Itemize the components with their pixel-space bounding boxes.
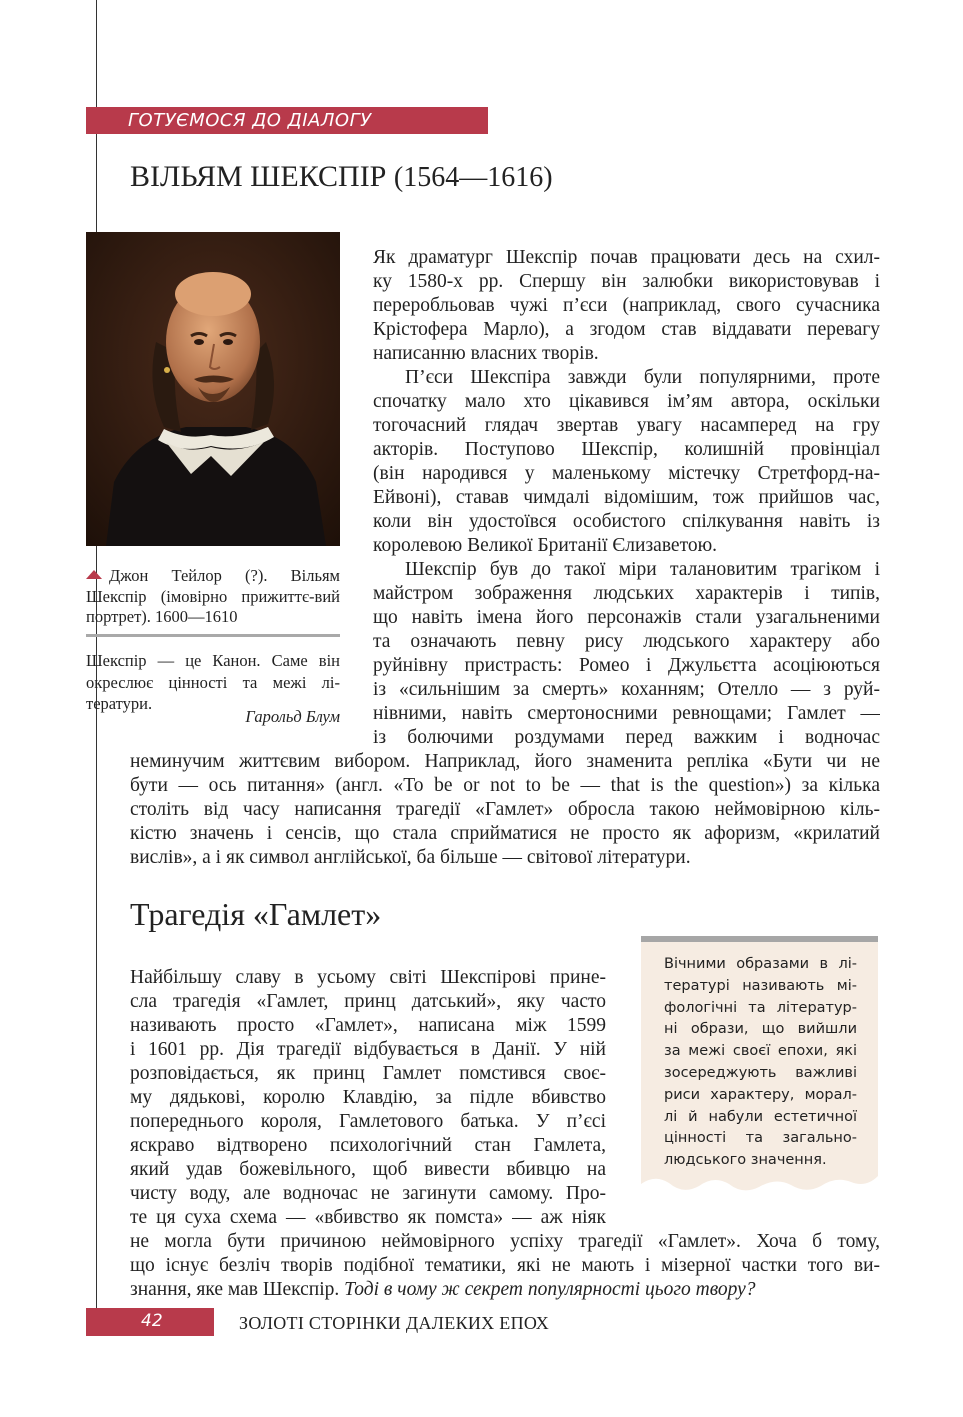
intro-line: [0, 415, 963, 439]
note-line: фологічні та літератур-: [664, 999, 857, 1016]
intro-line-text: П’єси Шекспіра завжди були популярними, проте: [405, 367, 880, 388]
intro-line-text: написанню власних творів.: [373, 343, 599, 364]
intro-line: [0, 727, 963, 751]
intro-line: [0, 295, 963, 319]
hamlet-line-text: чисту воду, але водночас не загинути самому. Про-: [130, 1183, 606, 1204]
intro-line: [0, 679, 963, 703]
intro-line: [0, 775, 963, 799]
section-tag-label: ГОТУЄМОСЯ ДО ДІАЛОГУ: [128, 110, 372, 131]
hamlet-line: [0, 1279, 963, 1303]
intro-line-text: королевою Великої Британії Єлизаветою.: [373, 535, 718, 556]
intro-line-text: Як драматург Шекспір почав працювати десь на схил-: [373, 247, 880, 268]
hamlet-line-text: те ця суха схема — «вбивство як помста» — аж ніяк: [130, 1207, 606, 1228]
intro-line-text: Крістофера Марло), а згодом став віддавати перевагу: [373, 319, 880, 340]
page-number-bar: [86, 1308, 214, 1336]
intro-line: [0, 343, 963, 367]
hamlet-line-text: Найбільшу славу в усьому світі Шекспірові прине-: [130, 967, 606, 988]
intro-line: [0, 247, 963, 271]
intro-line-text: тогочасний глядач звертав увагу насамперед на гру: [373, 415, 880, 436]
hamlet-line: [0, 1207, 963, 1231]
portrait-caption-text: Джон Тейлор (?). Вільям Шекспір (імовірно прижиттє-вий портрет). 1600—1610: [86, 566, 340, 626]
epigraph-author: Гарольд Блум: [245, 707, 340, 726]
intro-line-text: майстром зображення людських характерів і типів,: [373, 583, 880, 604]
intro-line: [0, 823, 963, 847]
intro-line-text: руйнівну пристрасть: Ромео і Джульєтта асоціюються: [373, 655, 880, 676]
intro-line-text: ку 1580-х рр. Спершу він залюбки використовував і: [373, 271, 880, 292]
running-footer: ЗОЛОТІ СТОРІНКИ ДАЛЕКИХ ЕПОХ: [239, 1313, 550, 1333]
hamlet-line-text: знання, яке мав Шекспір. Тоді в чому ж секрет популярності цього твору?: [130, 1279, 756, 1300]
hamlet-line: [0, 1231, 963, 1255]
intro-line-text: із болючими роздумами перед важким і водночас: [373, 727, 880, 748]
author-dates: (1564—1616): [393, 162, 553, 193]
note-line: цінності та загально-: [664, 1130, 857, 1147]
note-text: [664, 954, 857, 1172]
note-line: лі й набули естетичної: [664, 1108, 857, 1125]
hamlet-question: Тоді в чому ж секрет популярності цього твору?: [339, 1279, 756, 1300]
intro-line: [0, 463, 963, 487]
intro-line-text: коли він удостоївся особистого спілкування навіть із: [373, 511, 880, 532]
intro-line-text: вислів», а і як символ англійської, ба більше — світової літератури.: [130, 847, 691, 868]
note-line: риси характеру, морал-: [664, 1086, 857, 1103]
intro-line: [0, 271, 963, 295]
hamlet-line-text: і 1601 рр. Дія трагедії відбувається в Данії. У ній: [130, 1039, 606, 1060]
intro-line-text: із «сильнішим за смерть» коханням; Отелло — з руй-: [373, 679, 880, 700]
intro-line: [0, 607, 963, 631]
hamlet-line-text: називають просто «Гамлет», написана між 1599: [130, 1015, 606, 1036]
intro-line-text: століть від часу написання трагедії «Гамлет» обросла такою неймовірною кіль-: [130, 799, 880, 820]
intro-line: [0, 487, 963, 511]
hamlet-line-text: розповідається, як принц Гамлет помстився своє-: [130, 1063, 606, 1084]
intro-line-text: та означають певну рису людського характеру або: [373, 631, 880, 652]
hamlet-line: [0, 1255, 963, 1279]
hamlet-line-text: не могла бути причиною неймовірного успіху трагедії «Гамлет». Хоча б тому,: [130, 1231, 880, 1252]
note-line: Вічними образами в лі-: [664, 956, 857, 972]
intro-line-text: (він народився у маленькому містечку Стретфорд-на-: [373, 463, 880, 484]
intro-line: [0, 511, 963, 535]
intro-line-text: Шекспір був до такої міри талановитим трагіком і: [405, 559, 880, 580]
definition-note: [641, 936, 878, 1198]
intro-line-text: акторів. Поступово Шекспір, колишній провінціал: [373, 439, 880, 460]
intro-line: [0, 439, 963, 463]
section-heading-hamlet: Трагедія «Гамлет»: [130, 896, 382, 932]
epigraph-quote: Шекспір — це Канон. Саме він окреслює цінності та межі лі-тератури.: [86, 651, 340, 713]
intro-line: [0, 367, 963, 391]
note-line: ні образи, що вийшли: [664, 1021, 857, 1038]
intro-line-text: Ейвоні), ставав чимдалі відомішим, тож прийшов час,: [373, 487, 880, 508]
page-number: 42: [141, 1311, 163, 1331]
intro-line: [0, 703, 963, 727]
note-line: за межі своєї епохи, які: [664, 1043, 857, 1060]
intro-line: [0, 655, 963, 679]
hamlet-line-text: що існує безліч творів подібної тематики, які не мають і мізерної частки того ви-: [130, 1255, 880, 1276]
intro-line-text: переробльовав чужі п’єси (наприклад, свого сучасника: [373, 295, 880, 316]
note-line: людського значення.: [664, 1152, 827, 1169]
intro-line-text: кістю значень і сенсів, що стала сприйматися не просто як афоризм, «крилатий: [130, 823, 880, 844]
intro-line: [0, 799, 963, 823]
intro-line-text: неминучим життєвим вибором. Наприклад, його знаменита репліка «Бути чи не: [130, 751, 880, 772]
hamlet-line-text: яскраво відтворено психологічний стан Гамлета,: [130, 1135, 606, 1156]
author-name: ВІЛЬЯМ ШЕКСПІР: [130, 160, 387, 193]
intro-line: [0, 535, 963, 559]
page-title: [130, 160, 553, 194]
hamlet-line-text: му дядькові, королю Клавдію, за підле вбивство: [130, 1087, 606, 1108]
intro-line-text: що навіть імена його персонажів стали узагальненими: [373, 607, 880, 628]
intro-line: [0, 391, 963, 415]
intro-line: [0, 631, 963, 655]
intro-line: [0, 559, 963, 583]
hamlet-line-text: попереднього короля, Гамлетового батька. У п’єсі: [130, 1111, 606, 1132]
hamlet-line-text: сла трагедія «Гамлет, принц датський», яку часто: [130, 991, 606, 1012]
intro-line: [0, 751, 963, 775]
section-tag: [86, 107, 488, 134]
note-line: тературі називають мі-: [664, 977, 857, 994]
hamlet-line-text: який удав божевільного, щоб вивести вбивцю на: [130, 1159, 606, 1180]
intro-line: [0, 847, 963, 871]
intro-line-text: бути — ось питання» (англ. «To be or not to be — that is the question») за кілька: [130, 775, 880, 796]
intro-line-text: нівними, навіть смертоносними ревнощами; Гамлет —: [373, 703, 880, 724]
intro-line: [0, 319, 963, 343]
intro-line: [0, 583, 963, 607]
note-line: зосереджують важливі: [664, 1064, 857, 1081]
intro-line-text: спочатку мало хто цікавився ім’ям автора, оскільки: [373, 391, 880, 412]
